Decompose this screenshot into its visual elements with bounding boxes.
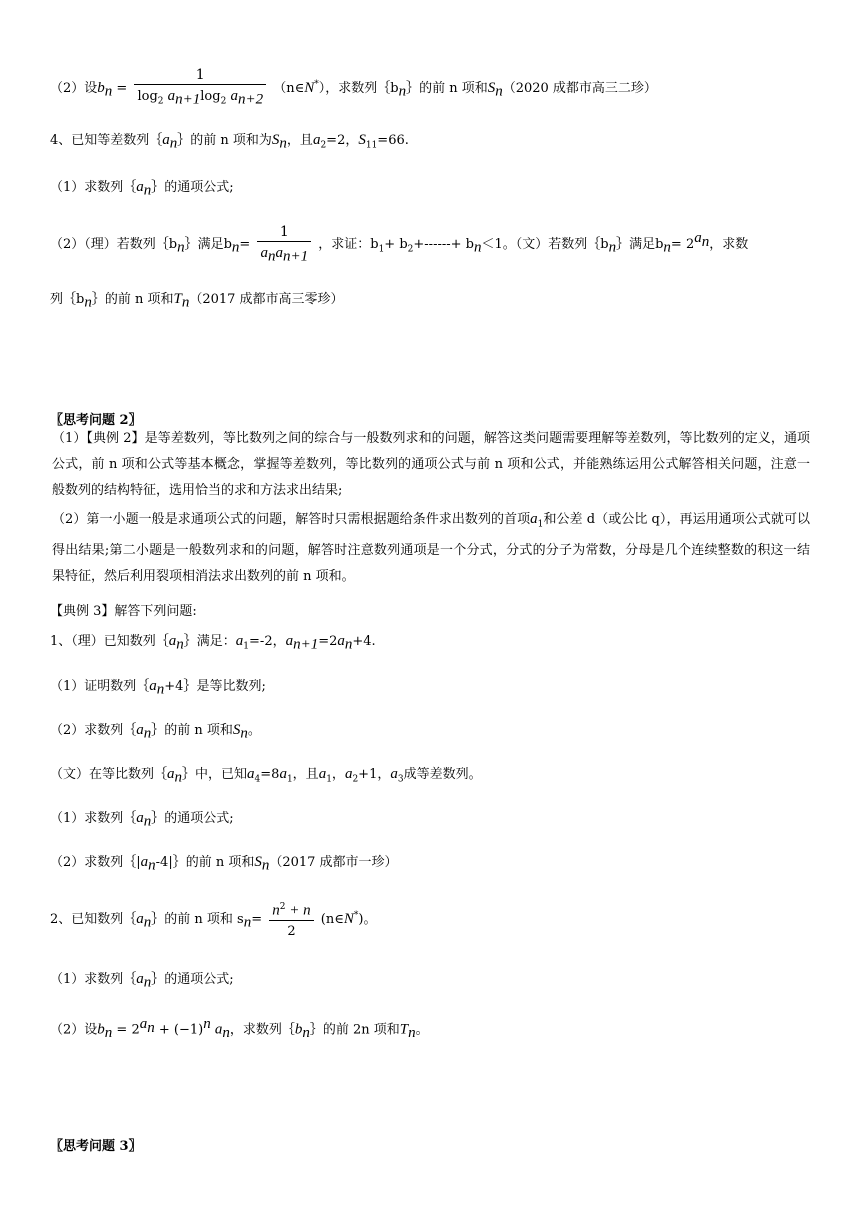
- ex3-q2: 2、已知数列$\{a_n\}$的前 n 项和 $s_n=$ $\frac{n^2 + n}{2}$ (n∈N*)。: [50, 898, 376, 941]
- sum-fraction: $\frac{n^2 + n}{2}$: [269, 898, 313, 941]
- think2-p2: （2）第一小题一般是求通项公式的问题，解答时只需根据题给条件求出数列的首项$a_1$和公差 d（或公比 q），再运用通项公式就可以得出结果;第二小题是一般数列求和的问题，解答时注意数列通项是一个分式，分式的分子为常数，分母是几个连续整数的积这一结果特征，然后利用裂项相消法求出数列的前 n 项和。: [52, 511, 810, 584]
- ex3-q1-part1: （1）证明数列$\{a_n+4\}$是等比数列;: [50, 678, 266, 698]
- ex3-wen-part2: （2）求数列$\{|a_n-4|\}$的前 n 项和$S_n(2017$ 成都市一珍）: [50, 854, 398, 874]
- q4-intro: 4、已知等差数列$\{a_n\}$的前 n 项和为$S_n$，且$a_2=2$，$S_{11}=66$.: [50, 132, 409, 152]
- think3-title: 〖思考问题 3〗: [50, 1139, 142, 1154]
- think2-title: 〖思考问题 2〗: [50, 413, 142, 428]
- ex3-wen: （文）在等比数列$\{a_n\}$中，已知$a_4=8a_1$，且$a_1$，$a_2+1$，$a_3$成等差数列。: [50, 766, 482, 786]
- q4-part2-cont: 列$\{b_n\}$的前 n 项和$T_n(2017$ 成都市高三零珍）: [50, 291, 344, 311]
- q4-part1: （1）求数列$\{a_n\}$的通项公式;: [50, 179, 234, 199]
- ex3-q1-part2: （2）求数列$\{a_n\}$的前 n 项和$S_n$。: [50, 722, 261, 742]
- ex3-title: 【典例 3】解答下列问题:: [50, 604, 197, 619]
- q4-part2: （2）（理）若数列$\{b_n\}$满足$b_n=$ $\frac{1}{a_na_{n+1}}$ ，求证：$b_1+ b_2+------+ b_n<1$。（文）若数列$\{b_n\}$满足$b_n= 2^{a_n}$，求数: [50, 224, 749, 265]
- think2-p1: （1）【典例 2】是等差数列，等比数列之间的综合与一般数列求和的问题，解答这类问题需要理解等差数列，等比数列的定义，通项公式，前 n 项和公式等基本概念，掌握等差数列，等比数列的通项公式与前 n 项和公式，并能熟练运用公式解答相关问题，注意一般数列的结构特征，选用恰当的求和方法求出结果;: [52, 431, 810, 498]
- ex3-q2-part2: （2）设$b_n = 2^{a_n} + (-1)^n$ $a_n$，求数列$\{b_n\}$的前 2n 项和$T_n$。: [50, 1016, 429, 1041]
- ex3-q2-part1: （1）求数列$\{a_n\}$的通项公式;: [50, 971, 234, 991]
- log-fraction: $\frac{1}{\log_2 a_{n+1}\log_2 a_{n+2}}$: [134, 66, 266, 111]
- recip-fraction: $\frac{1}{a_na_{n+1}}$: [257, 223, 311, 266]
- ex3-wen-part1: （1）求数列$\{a_n\}$的通项公式;: [50, 810, 234, 830]
- q3-part2-line: （2）设$b_n$ = $\frac{1}{\log_2 a_{n+1}\log_2 a_{n+2}}$ （n∈N*），求数列$\{b_n\}$的前 n 项和$S_n(2020$ 成都市高三二珍）: [50, 66, 657, 111]
- ex3-q1: 1、（理）已知数列$\{a_n\}$满足：$a_1=-2$，$a_{n+1}=2a_n+4$.: [50, 633, 376, 653]
